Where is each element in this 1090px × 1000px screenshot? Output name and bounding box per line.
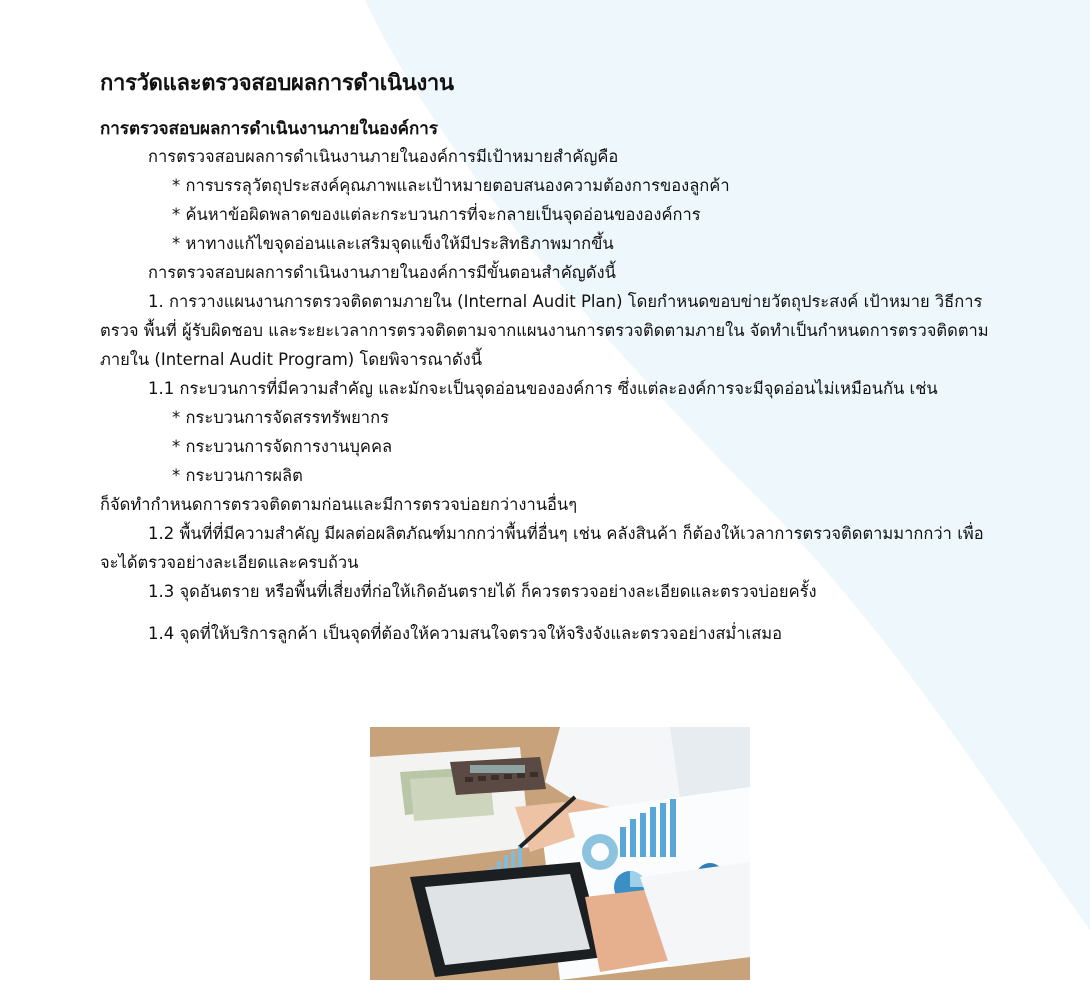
financial-analysis-photo bbox=[370, 727, 750, 980]
section-heading: การตรวจสอบผลการดำเนินงานภายในองค์การ bbox=[100, 119, 438, 139]
intro-paragraph: การตรวจสอบผลการดำเนินงานภายในองค์การมีเป้าหมายสำคัญคือ bbox=[148, 147, 619, 166]
processes-note: ก็จัดทำกำหนดการตรวจติดตามก่อนและมีการตรวจบ่อยกว่างานอื่นๆ bbox=[100, 495, 578, 514]
step-1-1-paragraph: 1.1 กระบวนการที่มีความสำคัญ และมักจะเป็นจุดอ่อนขององค์การ ซึ่งแต่ละองค์การจะมีจุดอ่อนไม่เหมือนกัน เช่น bbox=[148, 379, 938, 398]
process-item: * กระบวนการจัดสรรทรัพยากร bbox=[172, 408, 389, 427]
step-1-paragraph: 1. การวางแผนงานการตรวจติดตามภายใน (Internal Audit Plan) โดยกำหนดขอบข่ายวัตถุประสงค์ เป้าหมาย วิธีการตรวจ พื้นที่ ผู้รับผิดชอบ และระยะเวลาการตรวจติดตามจากแผนงานการตรวจติดตามภายใน จัดทำเป็นกำหนดการตรวจติดตามภายใน (Internal Audit Program) โดยพิจารณาดังนี้ bbox=[100, 292, 989, 369]
process-item: * กระบวนการผลิต bbox=[172, 466, 303, 485]
step-1-4-paragraph: 1.4 จุดที่ให้บริการลูกค้า เป็นจุดที่ต้องให้ความสนใจตรวจให้จริงจังและตรวจอย่างสม่ำเสมอ bbox=[148, 624, 783, 643]
process-item: * กระบวนการจัดการงานบุคคล bbox=[172, 437, 393, 456]
goal-item: * หาทางแก้ไขจุดอ่อนและเสริมจุดแข็งให้มีประสิทธิภาพมากขึ้น bbox=[172, 234, 614, 253]
goal-item: * ค้นหาข้อผิดพลาดของแต่ละกระบวนการที่จะกลายเป็นจุดอ่อนขององค์การ bbox=[172, 205, 701, 224]
steps-intro: การตรวจสอบผลการดำเนินงานภายในองค์การมีขั้นตอนสำคัญดังนี้ bbox=[148, 263, 616, 282]
page-title: การวัดและตรวจสอบผลการดำเนินงาน bbox=[100, 71, 454, 96]
goal-item: * การบรรลุวัตถุประสงค์คุณภาพและเป้าหมายตอบสนองความต้องการของลูกค้า bbox=[172, 176, 730, 195]
step-1-2-paragraph: 1.2 พื้นที่ที่มีความสำคัญ มีผลต่อผลิตภัณฑ์มากกว่าพื้นที่อื่นๆ เช่น คลังสินค้า ก็ต้องให้เวลาการตรวจติดตามมากกว่า เพื่อจะได้ตรวจอย่างละเอียดและครบถ้วน bbox=[100, 524, 984, 572]
document-body bbox=[100, 68, 1000, 648]
step-1-3-paragraph: 1.3 จุดอันตราย หรือพื้นที่เสี่ยงที่ก่อให้เกิดอันตรายได้ ก็ควรตรวจอย่างละเอียดและตรวจบ่อยครั้ง bbox=[148, 582, 817, 601]
